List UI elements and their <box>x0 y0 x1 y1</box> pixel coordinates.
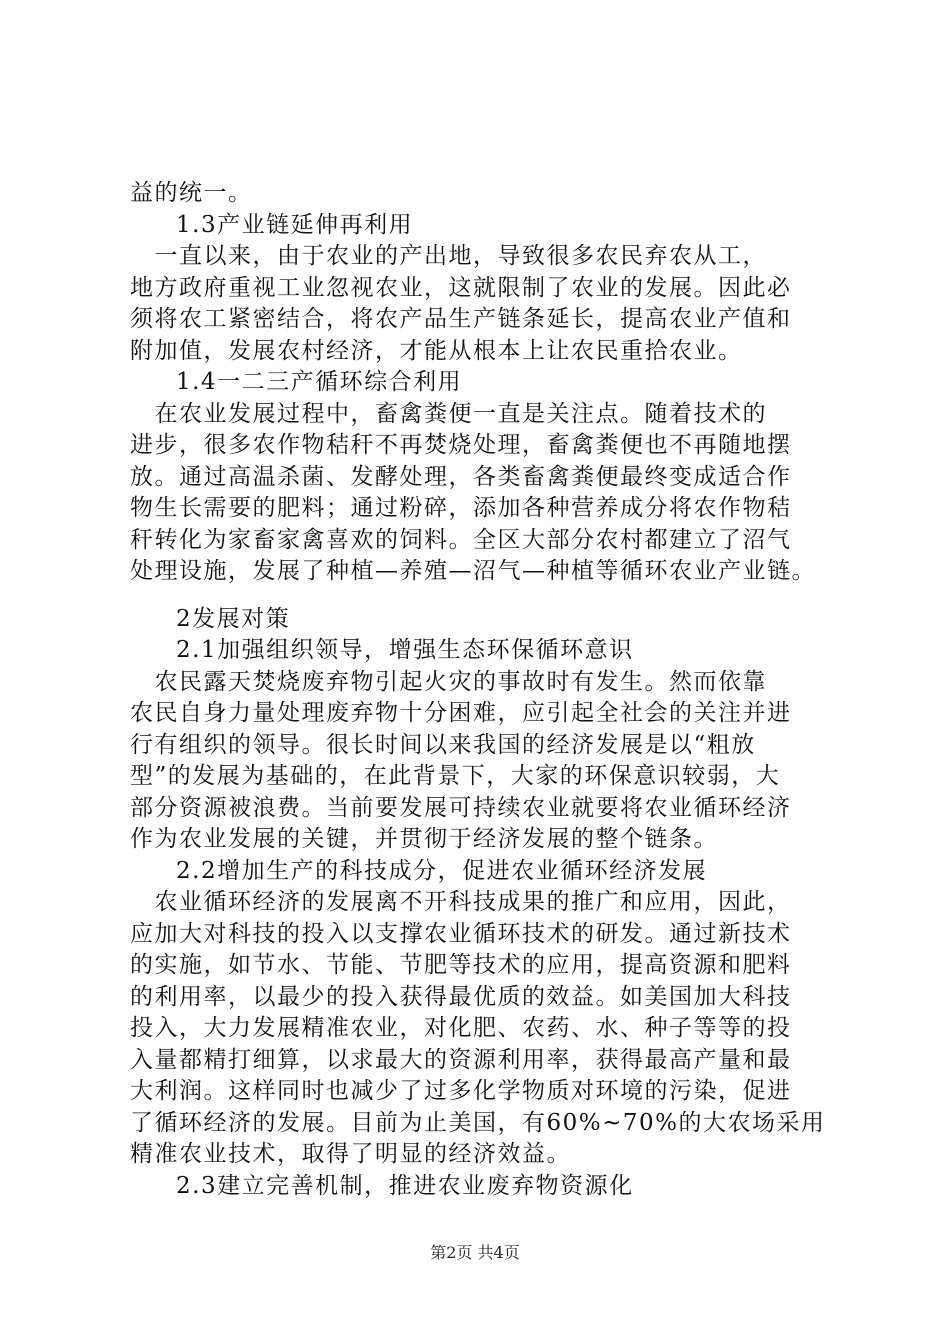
text-line: 农业循环经济的发展离不开科技成果的推广和应用，因此， <box>130 889 792 915</box>
text-line: 益的统一。 <box>130 180 253 206</box>
section-heading-2-1: 2.1加强组织领导，增强生态环保循环意识 <box>176 637 634 663</box>
text-line: 投入，大力发展精准农业，对化肥、农药、水、种子等等的投 <box>130 1015 792 1041</box>
text-line: 的利用率，以最少的投入获得最优质的效益。如美国加大科技 <box>130 984 792 1010</box>
text-line: 附加值，发展农村经济，才能从根本上让农民重拾农业。 <box>130 338 743 364</box>
section-heading-2-2: 2.2增加生产的科技成分，促进农业循环经济发展 <box>176 858 708 884</box>
text-line: 大利润。这样同时也减少了过多化学物质对环境的污染，促进 <box>130 1078 792 1104</box>
text-line: 应加大对科技的投入以支撑农业循环技术的研发。通过新技术 <box>130 921 792 947</box>
section-heading-2: 2发展对策 <box>176 606 291 632</box>
text-line: 物生长需要的肥料；通过粉碎，添加各种营养成分将农作物秸 <box>130 495 792 521</box>
text-line: 秆转化为家畜家禽喜欢的饲料。全区大部分农村都建立了沼气 <box>130 527 792 553</box>
section-heading-2-3: 2.3建立完善机制，推进农业废弃物资源化 <box>176 1173 634 1199</box>
section-heading-1-4: 1.4一二三产循环综合利用 <box>176 369 463 395</box>
text-line: 在农业发展过程中，畜禽粪便一直是关注点。随着技术的 <box>130 401 767 427</box>
text-line: 进步，很多农作物秸秆不再焚烧处理，畜禽粪便也不再随地摆 <box>130 432 792 458</box>
text-line: 处理设施，发展了种植—养殖—沼气—种植等循环农业产业链。 <box>130 558 816 584</box>
text-line: 地方政府重视工业忽视农业，这就限制了农业的发展。因此必 <box>130 275 792 301</box>
text-line: 放。通过高温杀菌、发酵处理，各类畜禽粪便最终变成适合作 <box>130 464 792 490</box>
text-line: 一直以来，由于农业的产出地，导致很多农民弃农从工， <box>130 243 767 269</box>
text-line: 了循环经济的发展。目前为止美国，有60%~70%的大农场采用 <box>130 1110 826 1136</box>
text-line: 作为农业发展的关键，并贯彻于经济发展的整个链条。 <box>130 826 718 852</box>
page-footer: 第2页 共4页 <box>430 1243 520 1262</box>
section-heading-1-3: 1.3产业链延伸再利用 <box>176 212 414 238</box>
text-line: 部分资源被浪费。当前要发展可持续农业就要将农业循环经济 <box>130 795 792 821</box>
text-line: 行有组织的领导。很长时间以来我国的经济发展是以“粗放 <box>130 732 756 758</box>
text-line: 农民露天焚烧废弃物引起火灾的事故时有发生。然而依靠 <box>130 669 767 695</box>
text-line: 入量都精打细算，以求最大的资源利用率，获得最高产量和最 <box>130 1047 792 1073</box>
text-line: 须将农工紧密结合，将农产品生产链条延长，提高农业产值和 <box>130 306 792 332</box>
text-line: 农民自身力量处理废弃物十分困难，应引起全社会的关注并进 <box>130 700 792 726</box>
text-line: 的实施，如节水、节能、节肥等技术的应用，提高资源和肥料 <box>130 952 792 978</box>
text-line: 型”的发展为基础的，在此背景下，大家的环保意识较弱，大 <box>130 763 781 789</box>
text-line: 精准农业技术，取得了明显的经济效益。 <box>130 1141 571 1167</box>
